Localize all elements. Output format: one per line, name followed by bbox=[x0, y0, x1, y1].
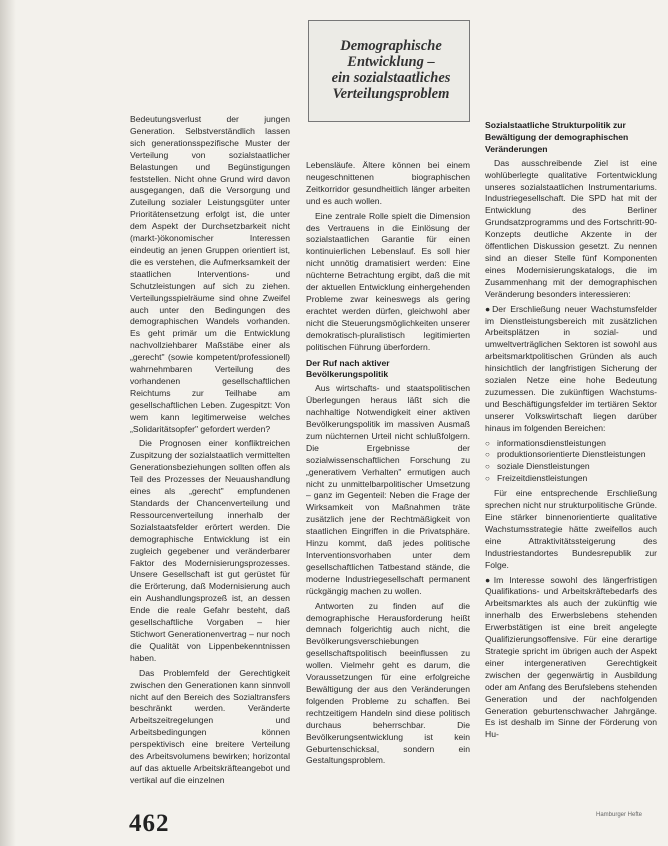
title-line: Entwicklung – bbox=[347, 54, 435, 70]
title-line: Verteilungsproblem bbox=[332, 86, 450, 102]
bullet-paragraph bbox=[485, 304, 657, 435]
paragraph-text: Der Erschließung neuer Wachstumsfelder im Dienstleistungsbereich mit zusätzlichen Arbeitsplätzen in sozial- und umweltverträglichen Sektoren ist sowohl aus arbeitsmarktpolitischen Gründen als auch hinsichtlich der langfristigen Sicherung der sozialen Netze eine hohe Bedeutung zuzumessen. Die zukünftigen Wachstums- und Beschäftigungsfelder im tertiären Sektor unserer Volkswirtschaft liegen darüber hinaus im folgenden Bereichen: bbox=[485, 303, 657, 433]
column-middle bbox=[306, 160, 470, 770]
title-line: ein sozialstaatliches bbox=[331, 70, 451, 86]
list-item: ○ soziale Dienstleistungen bbox=[485, 461, 657, 473]
paragraph-text: Im Interesse sowohl des längerfristigen Qualifikations- und Arbeitskräftebedarfs des Arbeitsmarktes als auch der zukünftig wie innerhalb des Erwerbslebens stehenden Erwerbstätigen ist eine breit angelegte Qualifizierungsoffensive. Für eine derartige Strategie spricht im übrigen auch der Aspekt einer intergenerativen Gerechtigkeit zwischen der gegenwärtig in Ausbildung oder am Anfang des Berufslebens stehenden Generation und der nachfolgenden Generation geburtenschwacher Jahrgänge. Es ist deshalb im Sinne der Förderung von Hu- bbox=[485, 574, 657, 740]
article-title bbox=[316, 38, 466, 102]
paragraph: Für eine entsprechende Erschließung sprechen nicht nur strukturpolitische Gründe. Eine stärker binnenorientierte qualitative Wachstumsstrategie hätte zweifellos auch eine Attraktivitätssteigerung des Industriestandortes Bundesrepublik zur Folge. bbox=[485, 488, 657, 570]
paragraph: Bedeutungsverlust der jungen Generation. Selbstverständlich lassen sich generationsspezifische Muster der Verteilung von sozialstaatlicher Belastungen und Begünstigungen feststellen. Nicht ohne Grund wird davon ausgegangen, daß die Versorgung und Zuteilung sozialer Leistungsgüter unter Prioritätensetzung erfolgt ist, die unter dem Aspekt der Durchsetzbarkeit nicht (markt-)ökonomischer Interessen eindeutig an jenen Gruppen orientiert ist, die es verstehen, die Aufmerksamkeit der staatlichen Interventions- und Schutzleistungen auf sich zu ziehen. Verteilungsspielräume sind ohne Zweifel auch unter den Bedingungen des demographischen Wandels vorhanden. Es geht primär um die Entwicklung nachvollziehbarer Maßstäbe einer als „gerecht" (sowie kompetent/professionell) wahrnehmbaren Verteilung des vorhandenen gesellschaftlichen Reichtums zur Teilhabe am gesellschaftlichen Leben. Zugespitzt: Von wem kann legitimerweise welches „Solidaritätsopfer" gefordert werden? bbox=[130, 114, 290, 434]
paragraph: Lebensläufe. Ältere können bei einem neugeschnittenen biographischen Zeitkorridor gesundheitlich länger arbeiten und es auch wollen. bbox=[306, 160, 470, 206]
paragraph: Eine zentrale Rolle spielt die Dimension des Vertrauens in die Einlösung der sozialstaatlichen Garantie für einen kontinuierlichen Lebenslauf. Es soll hier nicht unnötig dramatisiert werden: Eine nüchterne Betrachtung ergibt, daß die mit der aktuellen Entwicklung einhergehenden Probleme zwar keineswegs als gering erachtet werden dürfen, gleichwohl aber nicht die Steuerungsmöglichkeiten unserer demokratisch-pluralistisch legitimierten politischen Führung überfordern. bbox=[306, 210, 470, 352]
paragraph: Aus wirtschafts- und staatspolitischen Überlegungen heraus läßt sich die nachhaltige Notwendigkeit einer aktiven Bevölkerungspolitik im massiven Ausmaß zum nüchternen Urteil nicht schlußfolgern. Die Ergebnisse der sozialwissenschaftlichen Forschung zu „generativem Verhalten" ermutigen auch nicht zu unmittelbarpolitischer Umsetzung – ganz im Gegenteil: Neben die Frage der Wirksamkeit von Maßnahmen träte zusätzlich jene der Rechtmäßigkeit von staatlichen Eingriffen in die Privatsphäre. Hinzu kommt, daß jedes politische Interventionsvorhaben unter dem gesellschaftlichen Tatbestand stände, die moderne Industriegesellschaft permanent rückgängig machen zu wollen. bbox=[306, 383, 470, 596]
column-left bbox=[130, 114, 290, 790]
list-item: ○ informationsdienstleistungen bbox=[485, 438, 657, 450]
section-heading: Sozialstaatliche Strukturpolitik zur Bewältigung der demographischen Veränderungen bbox=[485, 120, 629, 154]
section-heading: Der Ruf nach aktiver Bevölkerungspolitik bbox=[306, 357, 390, 380]
paragraph: Das ausschreibende Ziel ist eine wohlüberlegte qualitative Fortentwicklung unseres sozialstaatlichen Instrumentariums. Industriegesellschaft. Die SPD hat mit der Entwicklung des Berliner Grundsatzprogramms und des Fortschritt-90-Konzepts deutliche Akzente in der öffentlichen Diskussion gesetzt. Zu nennen sind an dieser Stelle fünf Komponenten eines Modernisierungskatalogs, die im Zusammenhang mit der demographischen Veränderung besonders interessieren: bbox=[485, 157, 657, 299]
title-line: Demographische bbox=[340, 38, 442, 54]
list-item: ○ produktionsorientierte Dienstleistungen bbox=[485, 449, 657, 461]
paragraph: Das Problemfeld der Gerechtigkeit zwischen den Generationen kann sinnvoll nicht auf den Bereich des Sozialtransfers beschränkt werden. Veränderte Arbeitszeitregelungen und Arbeitsbedingungen können perspektivisch eine breitere Verteilung des Arbeitsvolumens bewirken; horizontal auf das aktuelle Arbeitskräfteangebot und vertikal auf die einzelnen bbox=[130, 667, 290, 785]
binding-shadow bbox=[0, 0, 16, 846]
bullet-paragraph bbox=[485, 575, 657, 742]
paragraph: Antworten zu finden auf die demographische Herausforderung heißt demnach folgerichtig auch nicht, die Bevölkerungsverschiebungen gesellschaftspolitisch beeinflussen zu wollen. Vielmehr geht es darum, die Voraussetzungen für eine erfolgreiche Bewältigung der aus den Veränderungen folgenden Probleme zu schaffen. Bei rechtzeitigem Handeln sind diese politisch durchaus beherrschbar. Die Bevölkerungsentwicklung ist kein Geburtenschicksal, sondern ein Gestaltungsproblem. bbox=[306, 600, 470, 766]
column-right bbox=[485, 116, 657, 744]
list-item: ○ Freizeitdienstleistungen bbox=[485, 473, 657, 485]
sector-list bbox=[485, 438, 657, 486]
paragraph: Die Prognosen einer konfliktreichen Zuspitzung der sozialstaatlich vermittelten Generationsbeziehungen sollten offen als Teil des Prozesses der Neuaushandlung eines als „gerecht" empfundenen Standards der Chancenverteilung und Ressourcenverteilung innerhalb der Sozialstaatsfelder erörtert werden. Die demographische Entwicklung ist ein zugleich gegebener und veränderbarer Faktor des Modernisierungsprozesses. Unsere Gesellschaft ist gut gerüstet für die Erörterung, daß Modernisierung auch ein Aushandlungsprozeß ist, an dessen Ende die reale Gefahr besteht, daß gesellschaftliche Vorgaben – hier Stichwort Generationenvertrag – nur noch die Qualität von Lippenbekenntnissen haben. bbox=[130, 438, 290, 663]
page-number: 462 bbox=[129, 810, 170, 837]
footer-label: Hamburger Hefte bbox=[596, 812, 643, 818]
